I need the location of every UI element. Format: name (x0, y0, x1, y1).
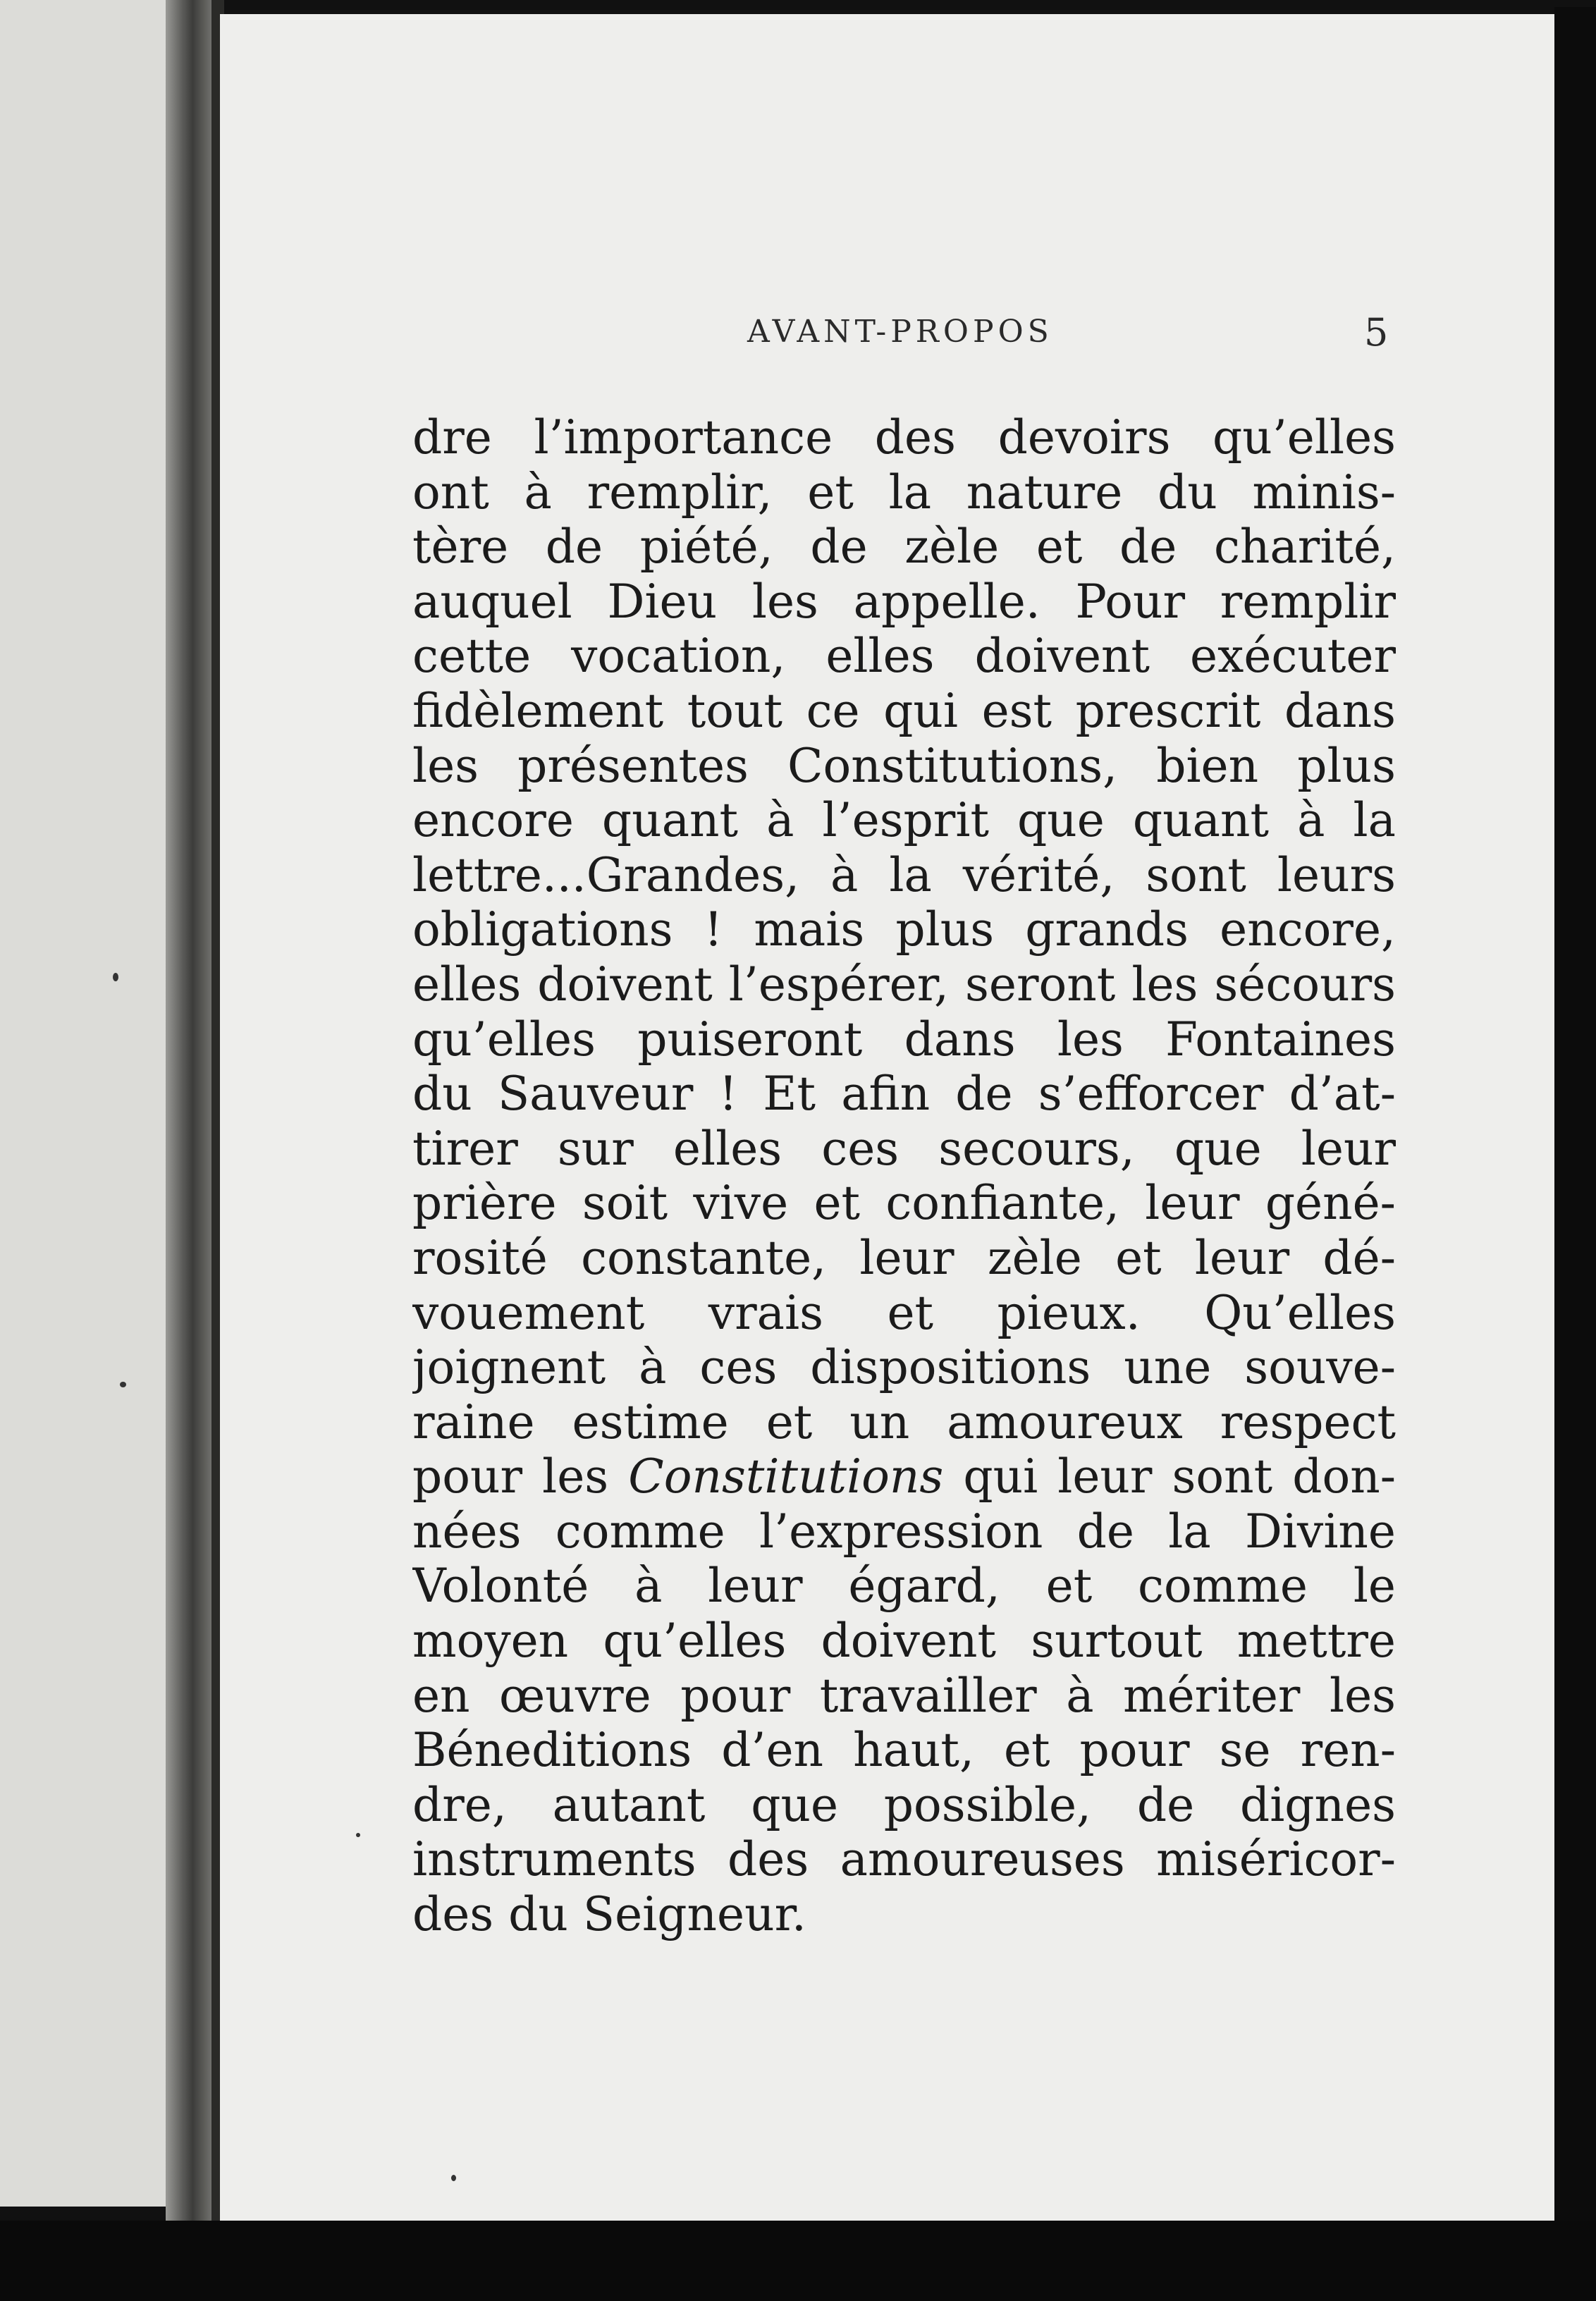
text-line: obligations ! mais plus grands encore, (412, 902, 1396, 957)
text-line: Volonté à leur égard, et comme le (412, 1559, 1396, 1614)
text-line: qu’elles puiseront dans les Fontaines (412, 1012, 1396, 1067)
text-line: dre l’importance des devoirs qu’elles (412, 410, 1396, 465)
text-line: tirer sur elles ces secours, que leur (412, 1121, 1396, 1176)
text-line: des du Seigneur. (412, 1887, 806, 1942)
text-line: joignent à ces dispositions une souve- (412, 1340, 1396, 1395)
text-line-mixed (412, 1449, 1396, 1504)
book-spine (166, 0, 215, 2221)
text-line: fidèlement tout ce qui est prescrit dans (412, 683, 1396, 738)
text-line: lettre...Grandes, à la vérité, sont leurs (412, 847, 1396, 902)
scan-speck (113, 973, 118, 981)
text-line: instruments des amoureuses miséricor- (412, 1832, 1396, 1887)
text-line: rosité constante, leur zèle et leur dé- (412, 1230, 1396, 1285)
text-line: dre, autant que possible, de dignes (412, 1777, 1396, 1832)
scan-speck (451, 2175, 456, 2181)
text-line: cette vocation, elles doivent exécuter (412, 629, 1396, 684)
text-line: prière soit vive et confiante, leur géné- (412, 1176, 1396, 1231)
text-line: Béneditions d’en haut, et pour se ren- (412, 1723, 1396, 1778)
italic-title: Constitutions (628, 1449, 944, 1504)
text-line: en œuvre pour travailler à mériter les (412, 1668, 1396, 1723)
text-line: elles doivent l’espérer, seront les sécours (412, 957, 1396, 1012)
text-line: les présentes Constitutions, bien plus (412, 738, 1396, 793)
text-segment: pour les (412, 1449, 609, 1504)
text-line: encore quant à l’esprit que quant à la (412, 793, 1396, 848)
text-line: du Sauveur ! Et afin de s’efforcer d’at- (412, 1067, 1396, 1122)
text-line: auquel Dieu les appelle. Pour remplir (412, 574, 1396, 629)
text-line: tère de piété, de zèle et de charité, (412, 520, 1396, 575)
text-segment: qui leur sont don- (963, 1449, 1396, 1504)
facing-page-edge (0, 0, 173, 2207)
text-line: nées comme l’expression de la Divine (412, 1504, 1396, 1559)
scan-border-bottom (0, 2221, 1596, 2301)
text-line: ont à remplir, et la nature du minis- (412, 465, 1396, 520)
running-head: AVANT-PROPOS (747, 314, 1053, 350)
scan-speck (356, 1833, 360, 1837)
page-number: 5 (1364, 310, 1389, 355)
scan-border-right (1554, 7, 1596, 2301)
text-line: moyen qu’elles doivent surtout mettre (412, 1614, 1396, 1669)
scan-speck (120, 1382, 126, 1387)
body-text (412, 410, 1396, 1942)
text-line: raine estime et un amoureux respect (412, 1394, 1396, 1449)
text-line: vouement vrais et pieux. Qu’elles (412, 1285, 1396, 1340)
